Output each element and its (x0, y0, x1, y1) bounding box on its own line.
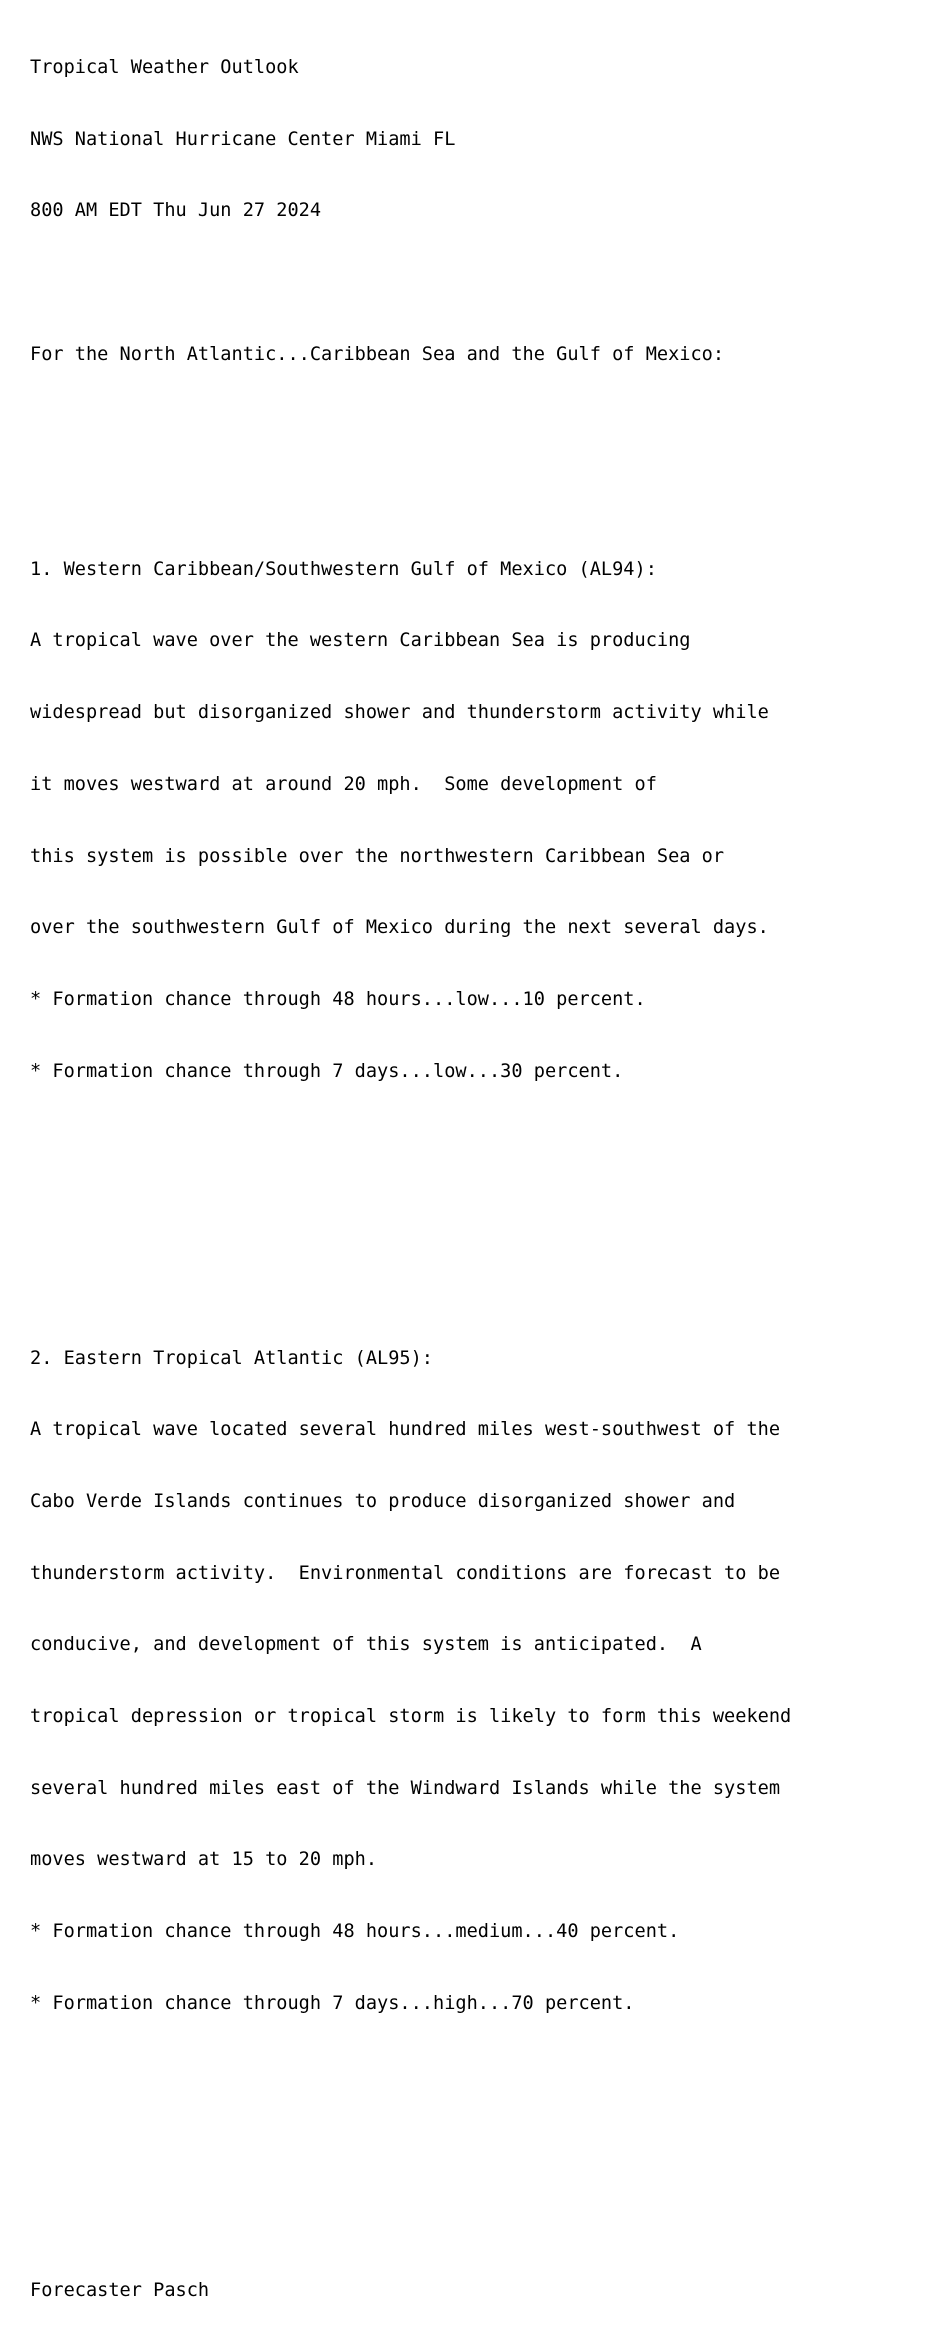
basin-intro: For the North Atlantic...Caribbean Sea and the Gulf of Mexico: (30, 343, 725, 365)
system-heading: 2. Eastern Tropical Atlantic (AL95): (30, 1347, 433, 1369)
system-text-line: moves westward at 15 to 20 mph. (30, 1849, 378, 1871)
spacer (30, 2207, 950, 2231)
system-text-line: conducive, and development of this system is anticipated. A (30, 1634, 702, 1656)
product-title: Tropical Weather Outlook (30, 56, 299, 78)
system-text-line: A tropical wave located several hundred miles west-southwest of the (30, 1419, 781, 1441)
system-text-line: widespread but disorganized shower and thunderstorm activity while (30, 702, 769, 724)
formation-chance-7d: * Formation chance through 7 days...high...70 percent. (30, 1992, 635, 2014)
spacer (30, 271, 950, 295)
spacer (30, 414, 950, 438)
formation-chance-7d: * Formation chance through 7 days...low...30 percent. (30, 1060, 624, 1082)
system-text-line: this system is possible over the northwestern Caribbean Sea or (30, 845, 725, 867)
system-heading: 1. Western Caribbean/Southwestern Gulf of Mexico (AL94): (30, 558, 657, 580)
formation-chance-48h: * Formation chance through 48 hours...medium...40 percent. (30, 1921, 680, 1943)
forecaster-signature: Forecaster Pasch (30, 2279, 210, 2301)
spacer (30, 2135, 950, 2159)
system-text-line: several hundred miles east of the Windward Islands while the system (30, 1777, 781, 1799)
issue-time: 800 AM EDT Thu Jun 27 2024 (30, 200, 322, 222)
issuing-office: NWS National Hurricane Center Miami FL (30, 128, 456, 150)
system-text-line: tropical depression or tropical storm is likely to form this weekend (30, 1706, 792, 1728)
system-text-line: Cabo Verde Islands continues to produce disorganized shower and (30, 1490, 736, 1512)
system-1-section (30, 510, 950, 1131)
system-2-section (30, 1299, 950, 2064)
system-text-line: it moves westward at around 20 mph. Some development of (30, 773, 657, 795)
system-text-line: A tropical wave over the western Caribbean Sea is producing (30, 630, 691, 652)
spacer (30, 1203, 950, 1227)
system-text-line: over the southwestern Gulf of Mexico during the next several days. (30, 917, 769, 939)
formation-chance-48h: * Formation chance through 48 hours...low...10 percent. (30, 988, 646, 1010)
system-text-line: thunderstorm activity. Environmental conditions are forecast to be (30, 1562, 781, 1584)
